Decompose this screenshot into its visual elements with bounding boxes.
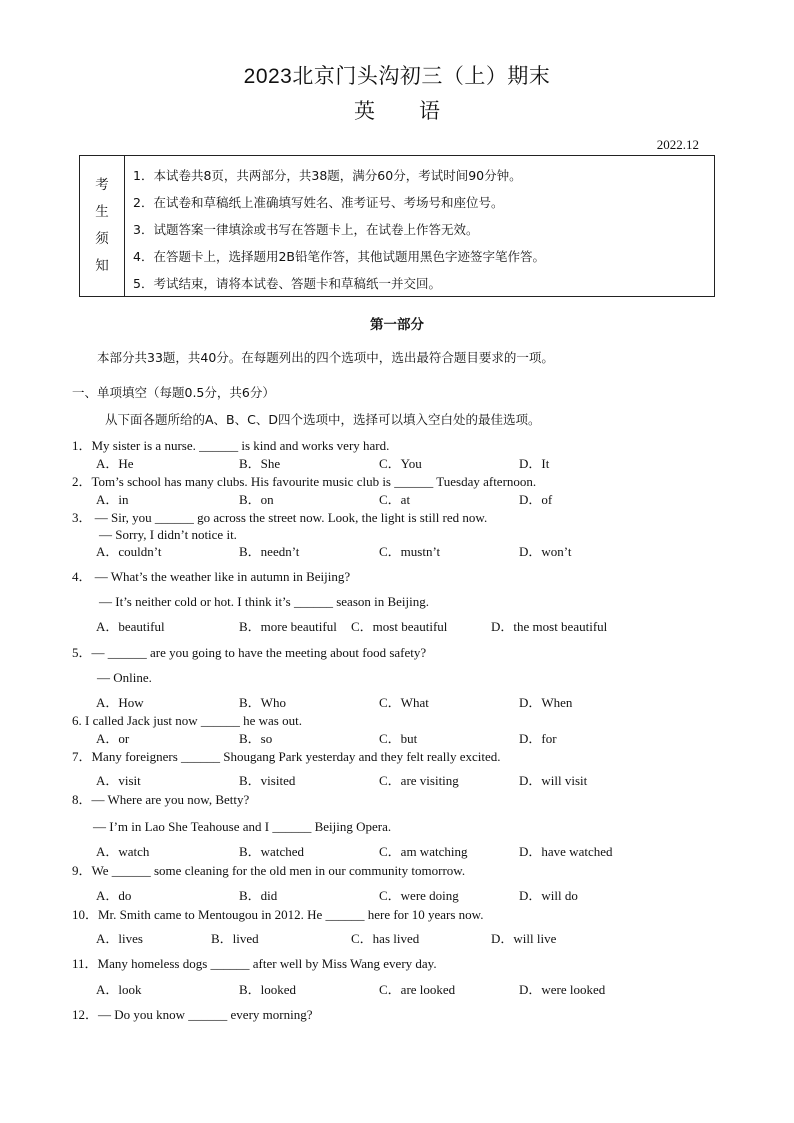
question-2-line-1: 2．Tom’s school has many clubs. His favourite music club is ______ Tuesday afternoon. [72,474,537,489]
subject-title: 英 语 [354,99,440,123]
question-3-option-d: D．won’t [519,544,572,559]
question-4-line-1: 4． — What’s the weather like in autumn in Beijing? [72,569,351,584]
question-11-option-d: D．were looked [519,982,606,997]
question-4-option-c: C．most beautiful [351,619,448,634]
exam-title: 2023北京门头沟初三（上）期末 [243,65,551,88]
question-3-option-c: C．mustn’t [379,544,441,559]
question-6-option-a: A．or [96,731,130,746]
question-2-option-d: D．of [519,492,553,507]
question-3-line-2: — Sorry, I didn’t notice it. [99,527,237,542]
question-10-option-a: A．lives [96,931,143,946]
question-5-option-a: A．How [96,695,144,710]
question-7-line-1: 7．Many foreigners ______ Shougang Park yesterday and they felt really excited. [72,749,501,764]
question-8-line-2: — I’m in Lao She Teahouse and I ______ Beijing Opera. [93,819,392,834]
notice-item: 2．在试卷和草稿纸上准确填写姓名、准考证号、考场号和座位号。 [133,195,504,210]
question-5-line-2: — Online. [97,670,152,685]
question-9-option-a: A．do [96,888,132,903]
part-title: 第一部分 [370,317,424,333]
section-title: 一、单项填空（每题0.5分，共6分） [72,385,275,400]
question-2-option-b: B．on [239,492,274,507]
question-4-line-2: — It’s neither cold or hot. I think it’s ______ season in Beijing. [99,594,430,609]
question-1-option-c: C．You [379,456,422,471]
question-8-option-b: B．watched [239,844,304,859]
question-9-option-b: B．did [239,888,278,903]
question-5-option-c: C．What [379,695,429,710]
question-8-line-1: 8．— Where are you now, Betty? [72,792,250,807]
question-10-line-1: 10．Mr. Smith came to Mentougou in 2012. He ______ here for 10 years now. [72,907,484,922]
question-4-option-d: D．the most beautiful [491,619,608,634]
question-10-option-c: C．has lived [351,931,420,946]
question-7-option-b: B．visited [239,773,296,788]
question-6-line-1: 6. I called Jack just now ______ he was out. [72,713,302,728]
question-4-option-b: B．more beautiful [239,619,337,634]
question-6-option-d: D．for [519,731,557,746]
question-9-option-c: C．were doing [379,888,459,903]
question-1-option-a: A．He [96,456,134,471]
question-3-option-a: A．couldn’t [96,544,162,559]
question-5-option-d: D．When [519,695,573,710]
question-5-line-1: 5．— ______ are you going to have the meeting about food safety? [72,645,427,660]
notice-item: 4．在答题卡上，选择题用2B铅笔作答，其他试题用黑色字迹签字笔作答。 [133,249,545,264]
question-9-option-d: D．will do [519,888,578,903]
question-12-line-1: 12．— Do you know ______ every morning? [72,1007,313,1022]
question-7-option-c: C．are visiting [379,773,459,788]
part-description: 本部分共33题，共40分。在每题列出的四个选项中，选出最符合题目要求的一项。 [97,350,554,365]
question-7-option-a: A．visit [96,773,141,788]
question-1-option-d: D．It [519,456,550,471]
section-instruction: 从下面各题所给的A、B、C、D四个选项中，选择可以填入空白处的最佳选项。 [105,412,541,427]
question-11-option-a: A．look [96,982,142,997]
question-11-option-b: B．looked [239,982,297,997]
question-8-option-a: A．watch [96,844,150,859]
notice-item: 3．试题答案一律填涂或书写在答题卡上，在试卷上作答无效。 [133,222,479,237]
question-8-option-c: C．am watching [379,844,468,859]
question-1-option-b: B．She [239,456,281,471]
question-5-option-b: B．Who [239,695,286,710]
exam-date: 2022.12 [656,137,699,152]
notice-items [125,156,714,296]
question-11-line-1: 11．Many homeless dogs ______ after well by Miss Wang every day. [72,956,437,971]
notice-box [79,155,715,297]
question-8-option-d: D．have watched [519,844,613,859]
question-1-line-1: 1．My sister is a nurse. ______ is kind and works very hard. [72,438,390,453]
notice-item: 5．考试结束，请将本试卷、答题卡和草稿纸一并交回。 [133,276,441,291]
question-4-option-a: A．beautiful [96,619,165,634]
question-10-option-d: D．will live [491,931,557,946]
question-2-option-a: A．in [96,492,129,507]
question-10-option-b: B．lived [211,931,259,946]
question-11-option-c: C．are looked [379,982,456,997]
question-2-option-c: C．at [379,492,411,507]
notice-item: 1．本试卷共8页，共两部分，共38题，满分60分，考试时间90分钟。 [133,168,522,183]
question-6-option-b: B．so [239,731,273,746]
question-3-line-1: 3． — Sir, you ______ go across the street now. Look, the light is still red now. [72,510,488,525]
question-9-line-1: 9．We ______ some cleaning for the old men in our community tomorrow. [72,863,466,878]
notice-label: 考 生 须 知 [80,156,125,296]
question-6-option-c: C．but [379,731,418,746]
question-3-option-b: B．needn’t [239,544,300,559]
question-7-option-d: D．will visit [519,773,588,788]
